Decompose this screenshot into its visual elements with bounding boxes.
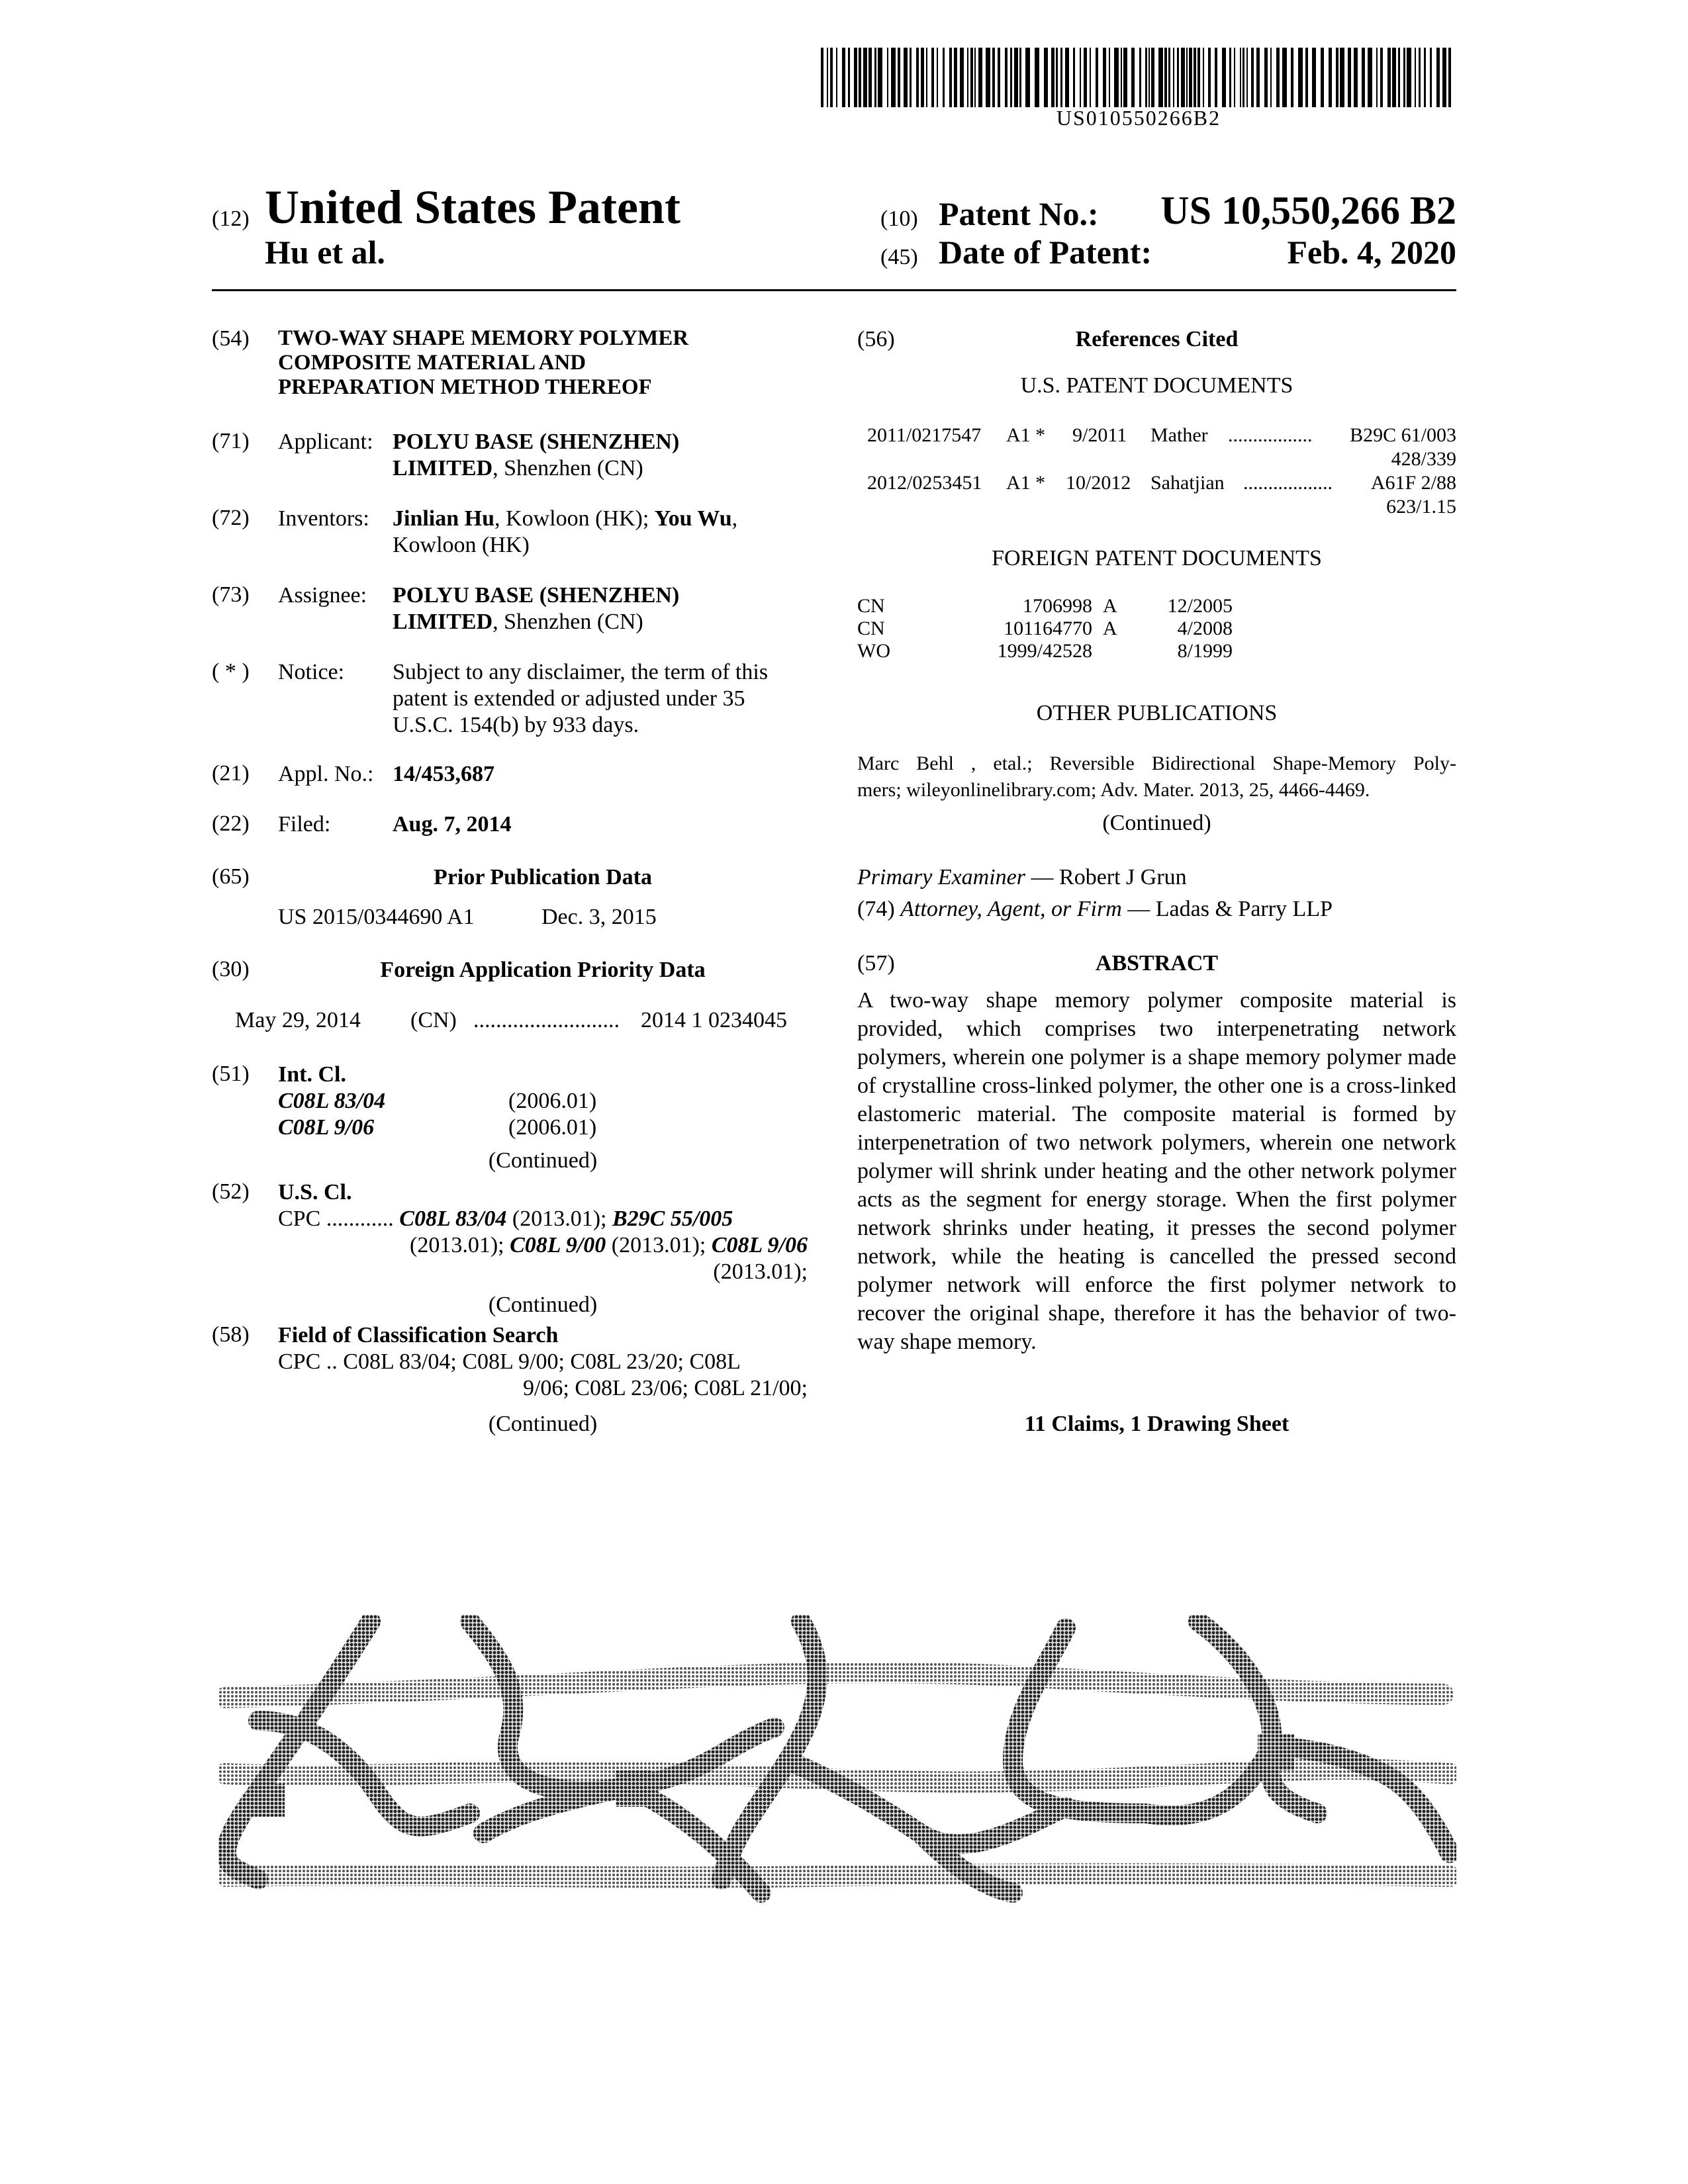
- code-54: (54): [212, 326, 250, 351]
- title-line: PREPARATION METHOD THEREOF: [278, 375, 652, 399]
- prior-pub-date: Dec. 3, 2015: [541, 905, 657, 929]
- us-doc-dots: ..................: [1243, 472, 1333, 494]
- inventor-location: , Kowloon (HK);: [494, 506, 655, 531]
- barcode-number: US010550266B2: [1056, 106, 1221, 130]
- notice-line: Subject to any disclaimer, the term of this: [393, 660, 769, 684]
- applicant-location: , Shenzhen (CN): [492, 456, 643, 480]
- polymer-network-drawing: [218, 1615, 1456, 2078]
- appl-no: 14/453,687: [393, 762, 494, 786]
- code-74: (74): [857, 897, 895, 921]
- foreign-doc-number: 1706998: [1023, 595, 1092, 617]
- foreign-doc-kind: A: [1103, 595, 1117, 617]
- foreign-patent-docs-heading: FOREIGN PATENT DOCUMENTS: [992, 546, 1322, 570]
- abstract-text: A two-way shape memory polymer composite material is provided, which comprises two interpenetrating network polymers, wherein one polymer is a shape memory polymer made of crystalline cross-linked polymer, the other one is a cross-linked elastomeric material. The composite material is formed by interpenetration of two network polymers, wherein one network polymer will shrink under heating and the other network polymer acts as the segment for energy storage. When the first polymer network shrinks under heating, it presses the second polymer network, while the heating is cancelled the pressed second polymer network will enforce the first polymer network to recover the original shape, therefore it has the behavior of two-way shape memory.: [857, 988, 1456, 1354]
- foreign-priority-heading: Foreign Application Priority Data: [380, 958, 706, 982]
- int-cl-continued: (Continued): [488, 1148, 598, 1173]
- applicant-label: Applicant:: [278, 430, 373, 454]
- us-doc-class: B29C 61/003: [1350, 424, 1456, 446]
- foreign-doc-country: CN: [857, 617, 885, 639]
- patent-number-label: Patent No.:: [939, 195, 1099, 232]
- notice-label: Notice:: [278, 660, 345, 684]
- field-search-continued: (Continued): [488, 1412, 598, 1436]
- cpc-code: C08L 9/06: [711, 1233, 808, 1257]
- inventor-name: Jinlian Hu: [393, 506, 495, 531]
- priority-country: (CN): [410, 1008, 457, 1032]
- priority-app-number: 2014 1 0234045: [641, 1008, 787, 1032]
- attorney: [857, 896, 1333, 923]
- notice-text: [393, 659, 803, 739]
- other-pub-continued: (Continued): [1102, 811, 1211, 835]
- filed-label: Filed:: [278, 812, 331, 837]
- code-21: (21): [212, 761, 250, 786]
- code-65: (65): [212, 864, 250, 889]
- inventors: [393, 506, 816, 559]
- code-57: (57): [857, 951, 895, 976]
- invention-title: [278, 326, 808, 400]
- examiner-name: — Robert J Grun: [1025, 865, 1187, 889]
- assignee-name-line2: LIMITED: [393, 610, 493, 634]
- foreign-doc-kind: A: [1103, 617, 1117, 639]
- cpc-version: (2013.01);: [713, 1259, 808, 1284]
- notice-line: U.S.C. 154(b) by 933 days.: [393, 713, 639, 737]
- us-doc-class: 428/339: [1391, 448, 1456, 470]
- us-doc-class: 623/1.15: [1386, 496, 1456, 518]
- code-56: (56): [857, 327, 895, 351]
- code-72: (72): [212, 506, 250, 530]
- examiner-label: Primary Examiner: [857, 865, 1026, 889]
- us-cl-cpc: [278, 1206, 808, 1285]
- claims-count: 11 Claims, 1 Drawing Sheet: [1024, 1412, 1289, 1436]
- us-doc-kind: A1 *: [1006, 472, 1046, 494]
- us-cl-label: U.S. Cl.: [278, 1180, 352, 1205]
- foreign-doc-country: WO: [857, 640, 890, 662]
- other-publication-line: Marc Behl , etal.; Reversible Bidirectional Shape-Memory Poly-: [857, 752, 1456, 774]
- code-30: (30): [212, 957, 250, 981]
- cpc-dots: ............: [326, 1206, 394, 1231]
- field-search-cpc: [278, 1349, 808, 1402]
- inventor-name: You Wu: [654, 506, 732, 531]
- us-doc-name: Sahatjian: [1150, 472, 1225, 494]
- code-73: (73): [212, 582, 250, 607]
- prior-pub-heading: Prior Publication Data: [434, 865, 652, 889]
- cpc-code: C08L 83/04: [399, 1206, 507, 1231]
- date-of-patent-label: Date of Patent:: [939, 234, 1152, 271]
- references-heading: References Cited: [1075, 327, 1239, 351]
- cpc-version: (2013.01);: [606, 1233, 712, 1257]
- us-patent-docs-heading: U.S. PATENT DOCUMENTS: [1020, 373, 1293, 398]
- priority-date: May 29, 2014: [235, 1008, 361, 1032]
- int-cl-code: C08L 9/06: [278, 1115, 375, 1140]
- foreign-doc-date: 12/2005: [1167, 595, 1233, 617]
- abstract-heading: ABSTRACT: [1095, 951, 1219, 976]
- other-publications-heading: OTHER PUBLICATIONS: [1036, 701, 1278, 725]
- cpc-code: C08L 9/00: [510, 1233, 606, 1257]
- us-doc-number: 2011/0217547: [867, 424, 982, 446]
- foreign-doc-date: 8/1999: [1177, 640, 1233, 662]
- inventors-label: Inventors:: [278, 506, 369, 531]
- applicant-name-line1: POLYU BASE (SHENZHEN): [393, 430, 680, 454]
- foreign-doc-number: 1999/42528: [997, 640, 1092, 662]
- primary-examiner: [857, 864, 1187, 891]
- code-45: (45): [880, 245, 918, 269]
- cpc-label: CPC: [278, 1206, 321, 1231]
- cpc-code: B29C 55/005: [612, 1206, 733, 1231]
- us-doc-dots: .................: [1228, 424, 1313, 446]
- attorney-label: Attorney, Agent, or Firm: [900, 897, 1122, 921]
- date-of-patent: Feb. 4, 2020: [1287, 234, 1456, 271]
- inventor-location: Kowloon (HK): [393, 533, 530, 557]
- int-cl-code: C08L 83/04: [278, 1089, 386, 1113]
- cpc-version: (2013.01);: [506, 1206, 612, 1231]
- assignee: [393, 582, 816, 635]
- notice-code: ( * ): [212, 659, 250, 684]
- authors: Hu et al.: [265, 234, 385, 271]
- applicant-name-line2: LIMITED: [393, 456, 493, 480]
- code-10: (10): [880, 206, 918, 231]
- field-search-line: 9/06; C08L 23/06; C08L 21/00;: [522, 1376, 808, 1400]
- code-51: (51): [212, 1062, 250, 1086]
- attorney-name: — Ladas & Parry LLP: [1121, 897, 1333, 921]
- us-doc-kind: A1 *: [1006, 424, 1046, 446]
- code-22: (22): [212, 811, 250, 836]
- int-cl-label: Int. Cl.: [278, 1062, 346, 1087]
- inventor-location: ,: [731, 506, 738, 531]
- assignee-name-line1: POLYU BASE (SHENZHEN): [393, 583, 680, 608]
- us-doc-date: 10/2012: [1066, 472, 1131, 494]
- appl-no-label: Appl. No.:: [278, 762, 374, 786]
- int-cl-version: (2006.01): [508, 1089, 597, 1113]
- code-52: (52): [212, 1179, 250, 1204]
- title-line: TWO-WAY SHAPE MEMORY POLYMER: [278, 326, 689, 350]
- document-title: United States Patent: [265, 181, 680, 234]
- patent-number: US 10,550,266 B2: [1160, 189, 1456, 232]
- int-cl-version: (2006.01): [508, 1115, 597, 1140]
- field-search-label: Field of Classification Search: [278, 1323, 559, 1347]
- field-search-line: CPC .. C08L 83/04; C08L 9/00; C08L 23/20; C08L: [278, 1349, 741, 1374]
- notice-line: patent is extended or adjusted under 35: [393, 686, 745, 711]
- us-doc-class: A61F 2/88: [1370, 472, 1456, 494]
- code-12: (12): [212, 206, 250, 231]
- code-58: (58): [212, 1322, 250, 1347]
- foreign-doc-country: CN: [857, 595, 885, 617]
- barcode-image: [821, 48, 1456, 107]
- us-doc-name: Mather: [1150, 424, 1208, 446]
- prior-pub-number: US 2015/0344690 A1: [278, 905, 475, 929]
- assignee-location: , Shenzhen (CN): [492, 610, 643, 634]
- priority-dots: ..........................: [473, 1008, 620, 1032]
- title-line: COMPOSITE MATERIAL AND: [278, 351, 586, 375]
- us-doc-date: 9/2011: [1072, 424, 1127, 446]
- foreign-doc-date: 4/2008: [1177, 617, 1233, 639]
- foreign-doc-number: 101164770: [1004, 617, 1092, 639]
- assignee-label: Assignee:: [278, 583, 367, 608]
- cpc-version: (2013.01);: [410, 1233, 510, 1257]
- applicant: [393, 429, 816, 482]
- header-rule: [212, 289, 1456, 291]
- other-publication-line: mers; wileyonlinelibrary.com; Adv. Mater. 2013, 25, 4466-4469.: [857, 779, 1370, 801]
- code-71: (71): [212, 429, 250, 453]
- us-doc-number: 2012/0253451: [867, 472, 982, 494]
- filed-date: Aug. 7, 2014: [393, 812, 512, 837]
- us-cl-continued: (Continued): [488, 1293, 598, 1317]
